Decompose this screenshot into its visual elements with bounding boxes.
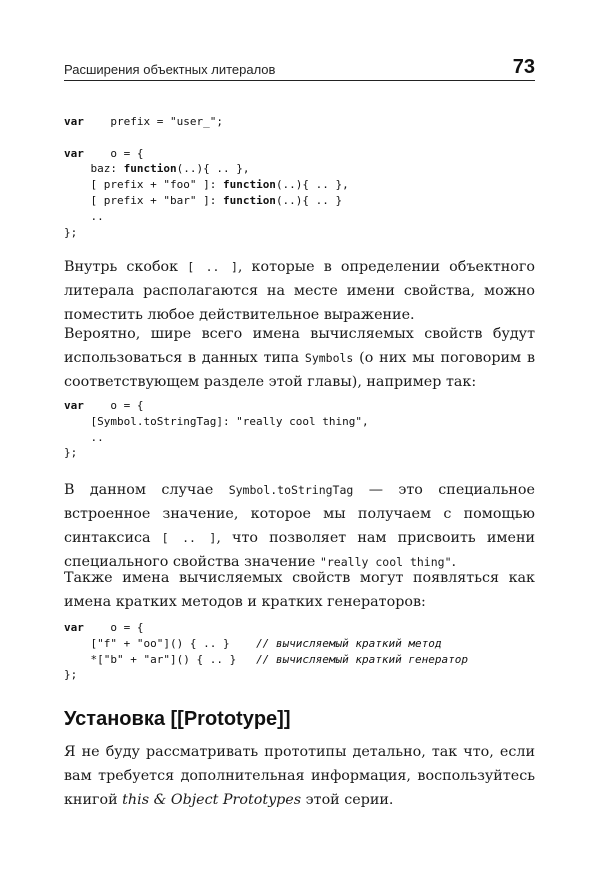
page-number: 73 [512, 56, 535, 78]
paragraph-prototype: Я не буду рассматривать прототипы детально, так что, если вам требуется дополнительная информация, воспользуйтесь книгой this & Object Prototypes этой серии. [64, 744, 535, 808]
code-block-prefix: var prefix = "user_"; var o = { baz: function(..){ .. }, [ prefix + "foo" ]: function(..){ .. }, [ prefix + "bar" ]: function(..){ .. } .. }; [64, 115, 349, 239]
paragraph-tostringtag: В данном случае Symbol.toStringTag — это специальное встроенное значение, которое мы получаем с помощью синтаксиса [ .. ], что позволяет нам присвоить имени специального свойства значение "really cool thing". [64, 482, 536, 570]
section-heading: Установка [[Prototype]] [64, 708, 291, 730]
chapter-title: Расширения объектных литералов [64, 62, 276, 77]
header-rule [64, 80, 535, 81]
code-block-symbol: var o = { [Symbol.toStringTag]: "really cool thing", .. }; [64, 399, 369, 460]
paragraph-methods: Также имена вычисляемых свойств могут появляться как имена кратких методов и кратких генераторов: [64, 570, 535, 610]
code-block-methods: var o = { ["f" + "oo"]() { .. } // вычисляемый краткий метод *["b" + "ar"]() { .. } // вычисляемый краткий генератор }; [64, 621, 468, 682]
running-head [64, 58, 535, 80]
paragraph-brackets: Внутрь скобок [ .. ], которые в определении объектного литерала располагаются на месте имени свойства, можно поместить любое действительное выражение. [64, 259, 535, 323]
paragraph-symbols: Вероятно, шире всего имена вычисляемых свойств будут использоваться в данных типа Symbols (о них мы поговорим в соответствующем разделе этой главы), например так: [64, 326, 536, 390]
